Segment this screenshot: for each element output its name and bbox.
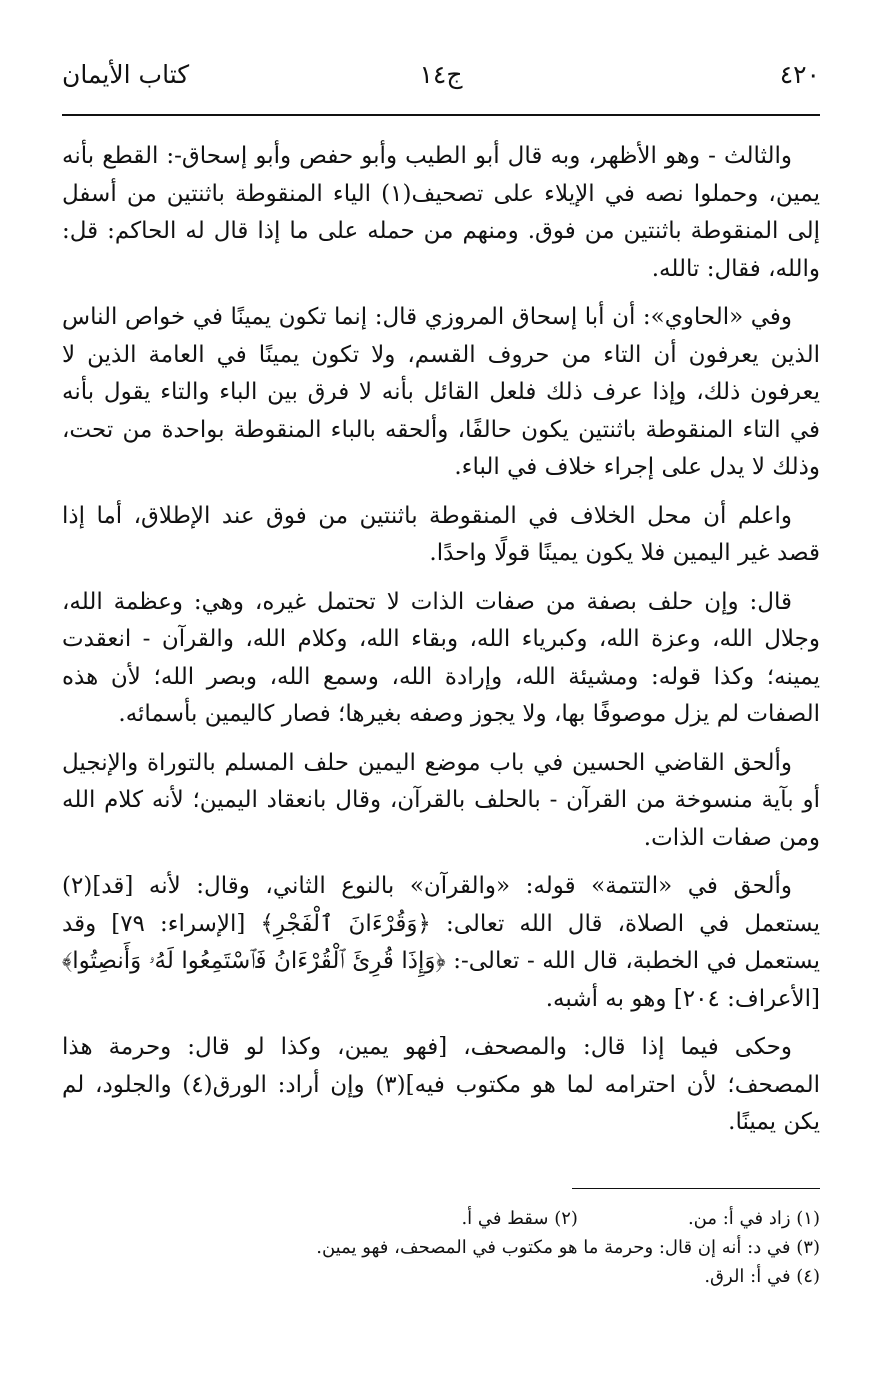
paragraph: قال: وإن حلف بصفة من صفات الذات لا تحتمل غيره، وهي: وعظمة الله، وجلال الله، وعزة الله، وكبرياء الله، وبقاء الله، وكلام الله، والقرآن - انعقدت يمينه؛ وكذا قوله: ومشيئة الله، وإرادة الله، وسمع الله، وبصر الله؛ لأن هذه الصفات لم يزل موصوفًا بها، ولا يجوز وصفه بغيرها؛ فصار كاليمين بأسمائه. bbox=[62, 588, 820, 727]
footnote-row bbox=[120, 1204, 820, 1233]
running-header bbox=[62, 60, 820, 108]
footnote-rule bbox=[572, 1188, 820, 1189]
footnote-row bbox=[120, 1233, 820, 1262]
footnote-4: (٤) في أ: الرق. bbox=[704, 1266, 820, 1287]
footnote-2: (٢) سقط في أ. bbox=[461, 1208, 578, 1229]
paragraph: واعلم أن محل الخلاف في المنقوطة باثنتين من فوق عند الإطلاق، أما إذا قصد غير اليمين فلا يكون يمينًا قولًا واحدًا. bbox=[62, 502, 820, 566]
paragraph: وألحق في «التتمة» قوله: «والقرآن» بالنوع الثاني، وقال: لأنه [قد](٢) يستعمل في الصلاة، قال الله تعالى: ﴿وَقُرْءَانَ ٱلْفَجْرِ﴾ [الإسراء: ٧٩] وقد يستعمل في الخطبة، قال الله - تعالى-: ﴿وَإِذَا قُرِئَ ٱلْقُرْءَانُ فَٱسْتَمِعُوا لَهُۥ وَأَنصِتُوا﴾ [الأعراف: ٢٠٤] وهو به أشبه. bbox=[62, 873, 820, 1012]
header-rule bbox=[62, 114, 820, 116]
footnote-1: (١) زاد في أ: من. bbox=[687, 1208, 820, 1229]
book-title: كتاب الأيمان bbox=[62, 60, 190, 89]
volume-label: ج١٤ bbox=[419, 60, 463, 89]
footnote-3: (٣) في د: أنه إن قال: وحرمة ما هو مكتوب في المصحف، فهو يمين. bbox=[316, 1237, 820, 1258]
paragraph: وحكى فيما إذا قال: والمصحف، [فهو يمين، وكذا لو قال: وحرمة هذا المصحف؛ لأن احترامه لما هو مكتوب فيه](٣) وإن أراد: الورق(٤) والجلود، لم يكن يمينًا. bbox=[62, 1034, 820, 1135]
main-text bbox=[62, 138, 820, 1153]
paragraph: وفي «الحاوي»: أن أبا إسحاق المروزي قال: إنما تكون يمينًا في خواص الناس الذين يعرفون أن التاء من حروف القسم، ولا تكون يمينًا في العامة الذين لا يعرفون ذلك، وإذا عرف ذلك فلعل القائل بأنه لا فرق بين الباء والتاء يقول بأنه في التاء المنقوطة باثنتين يكون حالفًا، وألحقه بالباء المنقوطة بواحدة من تحت، وذلك لا يدل على إجراء خلاف في الباء. bbox=[62, 304, 820, 480]
footnote-row bbox=[120, 1262, 820, 1291]
paragraph: والثالث - وهو الأظهر، وبه قال أبو الطيب وأبو حفص وأبو إسحاق-: القطع بأنه يمين، وحملوا نصه في الإيلاء على تصحيف(١) الياء المنقوطة باثنتين من أسفل إلى المنقوطة باثنتين من فوق. ومنهم من حمله على ما إذا قال له الحاكم: قل: والله، فقال: تالله. bbox=[62, 143, 820, 282]
footnotes bbox=[120, 1204, 820, 1291]
paragraph: وألحق القاضي الحسين في باب موضع اليمين حلف المسلم بالتوراة والإنجيل أو بآية منسوخة من القرآن - بالحلف بالقرآن، وقال بانعقاد اليمين؛ لأنه كلام الله ومن صفات الذات. bbox=[62, 749, 820, 851]
page-number: ٤٢٠ bbox=[779, 60, 820, 89]
